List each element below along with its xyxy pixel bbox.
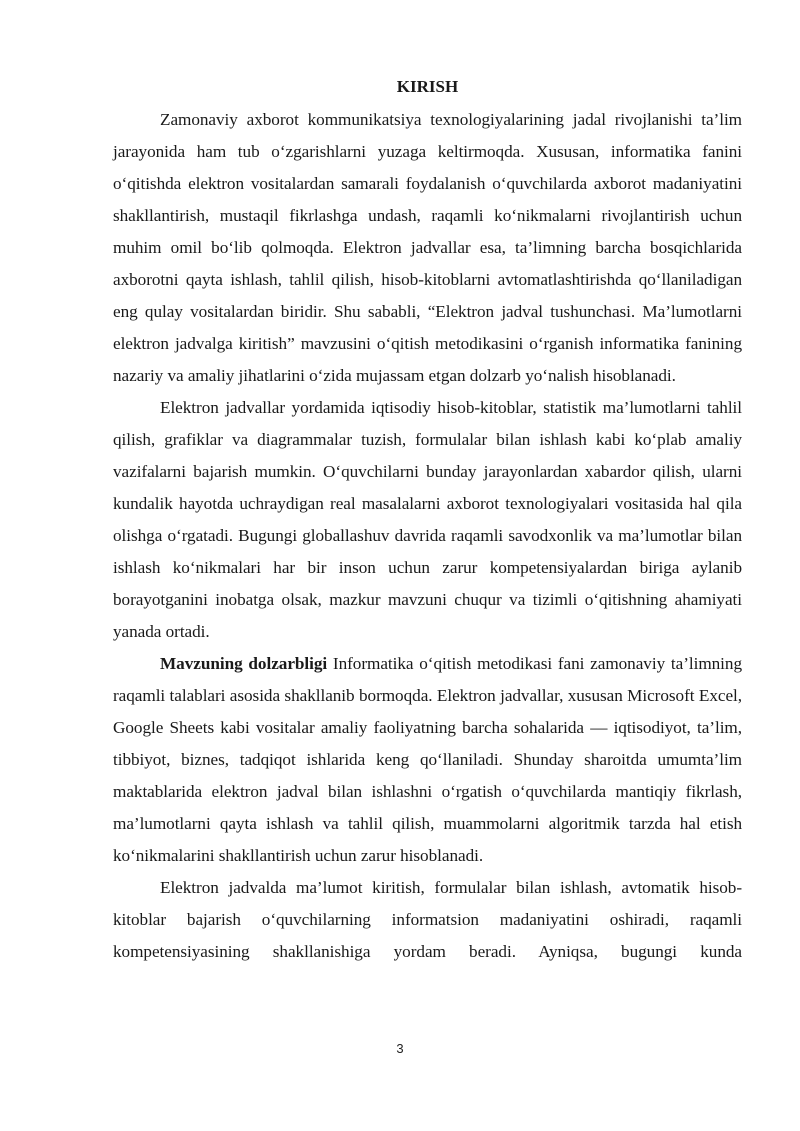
paragraph-text: Elektron jadvallar yordamida iqtisodiy hisob-kitoblar, statistik ma’lumotlarni tahlil qilish, grafiklar va diagrammalar tuzish, formulalar bilan ishlash kabi ko‘plab amaliy vazifalarni bajarish mumkin. O‘quvchilarni bunday jarayonlardan xabardor qilish, ularni kundalik hayotda uchraydigan real masalalarni axborot texnologiyalari vositasida hal qila olishga o‘rgatadi. Bugungi globallashuv davrida raqamli savodxonlik va ma’lumotlar bilan ishlash ko‘nikmalari har bir inson uchun zarur kompetensiyalardan biriga aylanib borayotganini inobatga olsak, mazkur mavzuni chuqur va tizimli o‘qitishning ahamiyati yanada ortadi. [113,398,742,641]
paragraph-relevance [113,648,742,872]
section-title: KIRISH [396,77,459,96]
paragraph-intro [113,104,742,392]
paragraph-spreadsheets [113,392,742,648]
paragraph-text: Zamonaviy axborot kommunikatsiya texnologiyalarining jadal rivojlanishi ta’lim jarayonida ham tub o‘zgarishlarni yuzaga keltirmoqda. Xususan, informatika fanini o‘qitishda elektron vositalardan samarali foydalanish o‘quvchilarda axborot madaniyatini shakllantirish, mustaqil fikrlashga undash, raqamli ko‘nikmalarni rivojlantirish uchun muhim omil bo‘lib qolmoqda. Elektron jadvallar esa, ta’limning barcha bosqichlarida axborotni qayta ishlash, tahlil qilish, hisob-kitoblarni avtomatlashtirishda qo‘llaniladigan eng qulay vositalardan biridir. Shu sababli, “Elektron jadval tushunchasi. Ma’lumotlarni elektron jadvalga kiritish” mavzusini o‘qitish metodikasini o‘rganish informatika fanining nazariy va amaliy jihatlarini o‘zida mujassam etgan dolzarb yo‘nalish hisoblanadi. [113,110,742,385]
paragraph-data-entry [113,872,742,968]
page-number: 3 [396,1041,404,1056]
paragraph-lead-heading: Mavzuning dolzarbligi [160,654,328,673]
paragraph-text: Informatika o‘qitish metodikasi fani zamonaviy ta’limning raqamli talablari asosida shakllanib bormoqda. Elektron jadvallar, xususan Microsoft Excel, Google Sheets kabi vositalar amaliy faoliyatning barcha sohalarida — iqtisodiyot, ta’lim, tibbiyot, biznes, tadqiqot ishlarida keng qo‘llaniladi. Shunday sharoitda umumta’lim maktablarida elektron jadval bilan ishlashni o‘rgatish o‘quvchilarda mantiqiy fikrlash, ma’lumotlarni qayta ishlash va tahlil qilish, muammolarni algoritmik tarzda hal etish ko‘nikmalarini shakllantirish uchun zarur hisoblanadi. [113,654,742,865]
document-page [113,72,742,968]
paragraph-text: Elektron jadvalda ma’lumot kiritish, formulalar bilan ishlash, avtomatik hisob-kitoblar bajarish o‘quvchilarning informatsion madaniyatini oshiradi, raqamli kompetensiyasining shakllanishiga yordam beradi. Ayniqsa, bugungi kunda [113,878,742,961]
